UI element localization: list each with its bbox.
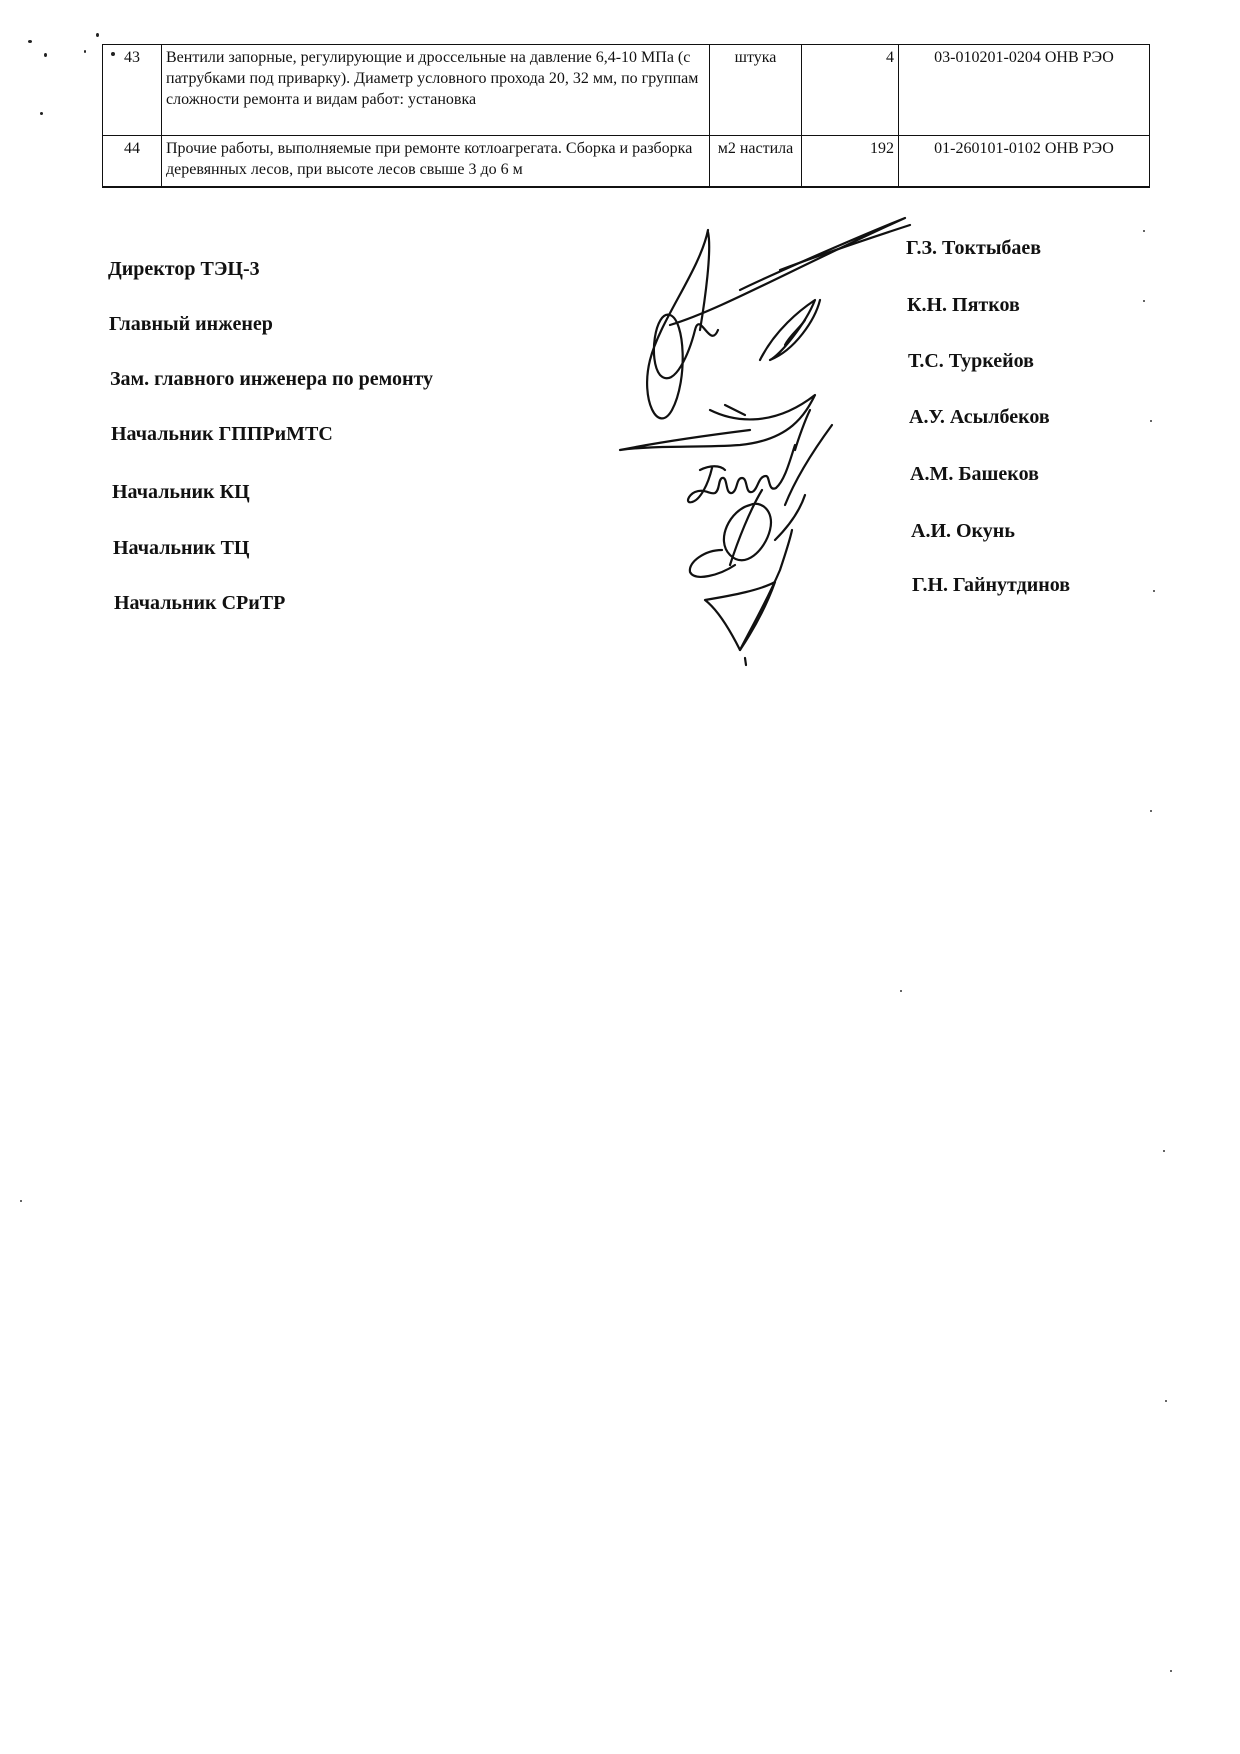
signature-stroke	[647, 230, 718, 418]
signatory-position: Начальник ГППРиМТС	[111, 423, 333, 445]
scan-speck	[1165, 1400, 1167, 1402]
signature-stroke	[724, 504, 771, 561]
signatory-position: Зам. главного инженера по ремонту	[110, 368, 434, 390]
work-description: Прочие работы, выполняемые при ремонте котлоагрегата. Сборка и разборка деревянных лесов, при высоте лесов свыше 3 до 6 м	[162, 136, 710, 188]
signature-stroke	[775, 495, 805, 540]
signature-block	[0, 0, 1240, 700]
scan-speck	[20, 1200, 22, 1202]
signatory-name: Г.Н. Гайнутдинов	[912, 574, 1071, 596]
signature-stroke	[705, 582, 775, 650]
signature-stroke	[745, 658, 746, 665]
row-number: 43	[103, 45, 162, 136]
scan-speck	[900, 990, 902, 992]
signatory-name: А.И. Окунь	[911, 520, 1015, 542]
signature-stroke	[725, 405, 745, 415]
signature-stroke	[780, 225, 910, 270]
signature-stroke	[740, 530, 792, 650]
signatory-position: Начальник КЦ	[112, 481, 250, 503]
row-number: 44	[103, 136, 162, 188]
signatory-name: А.У. Асылбеков	[909, 406, 1050, 428]
signatory-name: Г.З. Токтыбаев	[906, 237, 1042, 259]
quantity: 192	[802, 136, 899, 188]
signature-stroke	[688, 445, 795, 502]
signature-stroke	[670, 218, 905, 325]
signatory-name: Т.С. Туркейов	[908, 350, 1034, 372]
work-description: Вентили запорные, регулирующие и дроссельные на давление 6,4-10 МПа (с патрубками под приварку). Диаметр условного прохода 20, 32 мм, по группам сложности ремонта и видам работ: установка	[162, 45, 710, 136]
scan-speck	[1163, 1150, 1165, 1152]
signatory-name: К.Н. Пятков	[907, 294, 1020, 316]
norm-code: 03-010201-0204 ОНВ РЭО	[899, 45, 1150, 136]
signature-stroke	[700, 232, 709, 330]
signature-stroke	[760, 300, 820, 360]
signatory-name: А.М. Башеков	[910, 463, 1039, 485]
norm-code: 01-260101-0102 ОНВ РЭО	[899, 136, 1150, 188]
handwritten-signatures	[600, 210, 930, 670]
scan-speck	[1170, 1670, 1172, 1672]
scan-speck	[1150, 810, 1152, 812]
signatory-position: Начальник ТЦ	[113, 537, 250, 559]
signatory-position: Начальник СРиТР	[114, 592, 286, 614]
unit-of-measure: м2 настила	[710, 136, 802, 188]
quantity: 4	[802, 45, 899, 136]
signatory-position: Главный инженер	[109, 313, 273, 335]
unit-of-measure: штука	[710, 45, 802, 136]
signatory-position: Директор ТЭЦ-3	[108, 258, 260, 280]
